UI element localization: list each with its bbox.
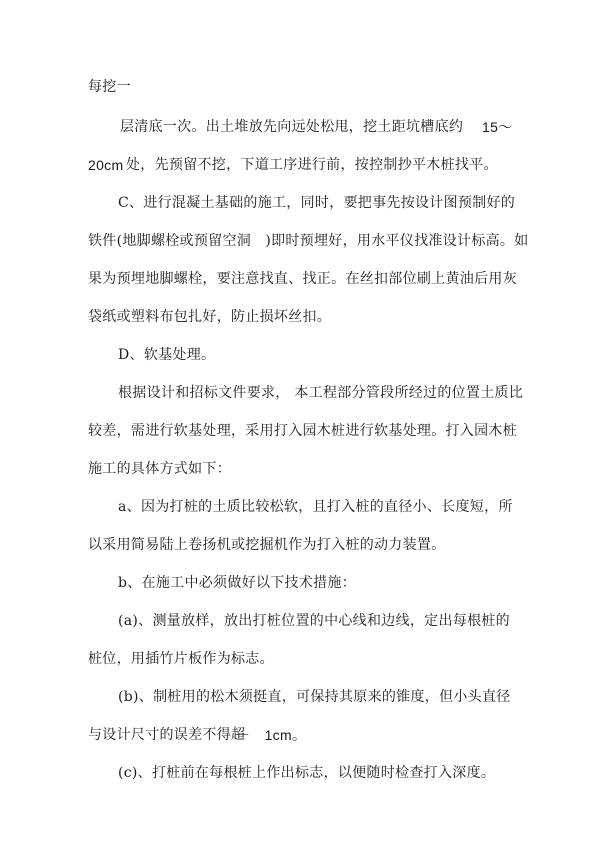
text-line: 层清底一次。出土堆放先向远处松甩，挖土距坑槽底约 [120,119,464,135]
text-line: (a)、测量放样，放出打桩位置的中心线和边线，定出每根桩的 [118,613,510,629]
text-line: 每挖一 [88,79,131,95]
text-line: b、在施工中必须做好以下技术措施： [118,575,357,591]
text-line: a、因为打桩的土质比较松软，且打入桩的直径小、长度短，所 [118,499,513,515]
text-line: 施工的具体方式如下： [88,461,231,477]
text-line: 15～ [482,119,513,135]
text-line: D、软基处理。 [118,347,216,363]
text-line: 桩位，用插竹片板作为标志。 [88,651,274,667]
text-line: C、进行混凝土基础的施工，同时，要把事先按设计图预制好的 [118,195,516,211]
text-line: 果为预埋地脚螺栓，要注意找直、找正。在丝扣部位刷上黄油后用灰 [88,271,517,287]
text-line: 根据设计和招标文件要求， 本工程部分管段所经过的位置土质比 [118,385,524,401]
text-line: 铁件(地脚螺栓或预留空洞 )即时预埋好，用水平仪找准设计标高。如 [88,233,529,249]
text-line: 20cm [88,157,124,173]
text-line: (b)、制桩用的松木须挺直，可保持其原来的锥度，但小头直径 [118,689,511,705]
text-line: 较差，需进行软基处理，采用打入园木桩进行软基处理。打入园木桩 [88,423,517,439]
text-line: (c)、打桩前在每根桩上作出标志，以便随时检查打入深度。 [118,765,496,781]
text-line: 与设计尺寸的误差不得超 [88,727,246,743]
text-line: 以采用简易陆上卷扬机或挖掘机作为打入桩的动力装置。 [88,537,446,553]
text-line: 袋纸或塑料布包扎好，防止损坏丝扣。 [88,309,332,325]
text-line: 处，先预留不挖，下道工序进行前，按控制抄平木桩找平。 [126,157,498,173]
text-line: － 1cm。 [236,727,307,743]
